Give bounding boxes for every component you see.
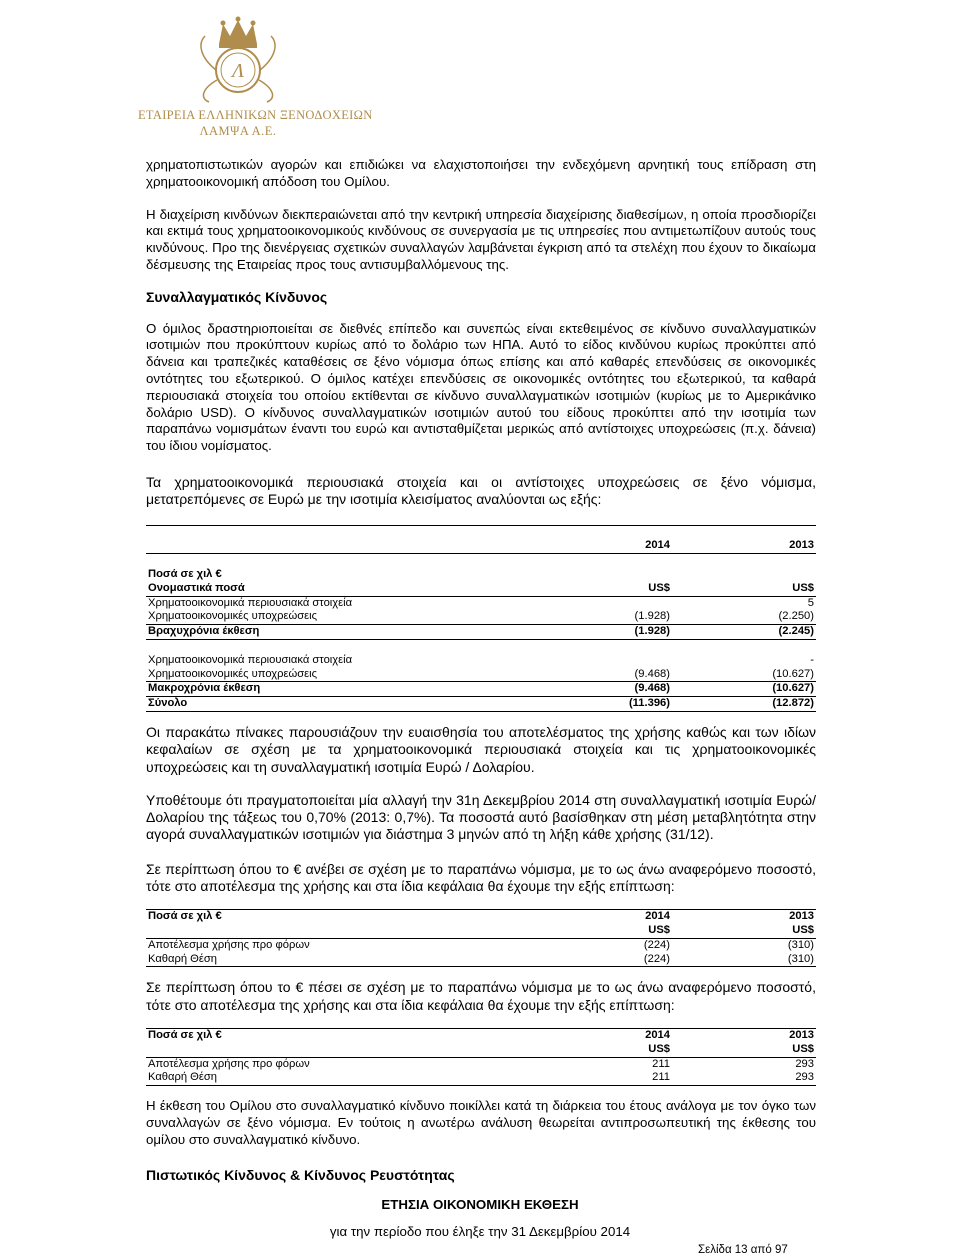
row-label: Αποτέλεσμα χρήσης προ φόρων: [148, 1057, 310, 1070]
page-content: [146, 157, 816, 1183]
paragraph-8: Σε περίπτωση όπου το € πέσει σε σχέση με το παραπάνω νόμισμα με το ως άνω αναφερόμενο ποσοστό, τότε στο αποτέλεσμα της χρήσης και στα ίδια κεφάλαια θα έχουμε την εξής επίπτωση:: [146, 979, 816, 1013]
table-row: [146, 625, 816, 640]
row-label: Βραχυχρόνια έκθεση: [146, 625, 528, 640]
row-value-2014: [528, 654, 672, 668]
currency-2013: US$: [672, 1043, 816, 1057]
row-label: Σύνολο: [146, 697, 528, 712]
brand-line-1: ΕΤΑΙΡΕΙΑ ΕΛΛΗΝΙΚΩΝ ΞΕΝΟΔΟΧΕΙΩΝ: [138, 108, 373, 122]
amounts-label: Ποσά σε χιλ €: [146, 910, 528, 924]
table-row: [146, 654, 816, 668]
table-row: [146, 938, 816, 952]
heading-credit-liquidity-risk: Πιστωτικός Κίνδυνος & Κίνδυνος Ρευστότητας: [146, 1166, 455, 1183]
row-label: Χρηματοοικονομικά περιουσιακά στοιχεία: [148, 653, 353, 666]
paragraph-7: Σε περίπτωση όπου το € ανέβει σε σχέση με το παραπάνω νόμισμα, με το ως άνω αναφερόμενο ποσοστό, τότε στο αποτέλεσμα της χρήσης και στα ίδια κεφάλαια θα έχουμε την εξής επίπτωση:: [146, 860, 816, 894]
table-header-row: [146, 539, 816, 553]
row-value-2014: (9.468): [528, 668, 672, 682]
row-value-2013: (2.250): [672, 610, 816, 624]
brand-line-2: ΛΑΜΨΑ Α.Ε.: [199, 124, 277, 138]
table-row: [146, 1071, 816, 1085]
row-value-2014: (1.928): [528, 625, 672, 640]
row-value-2014: (9.468): [528, 682, 672, 697]
row-value-2013: (2.245): [672, 625, 816, 640]
table-row: [146, 953, 816, 967]
table-row: [146, 610, 816, 624]
row-label: Χρηματοοικονομικές υποχρεώσεις: [146, 610, 528, 624]
currency-2013: US$: [672, 582, 816, 596]
table-row: [146, 1029, 816, 1043]
paragraph-3: Ο όμιλος δραστηριοποιείται σε διεθνές επίπεδο και συνεπώς είναι εκτεθειμένος σε κίνδυνο συναλλαγματικών ισοτιμιών που προκύπτουν κυρίως από το δολάριο των ΗΠΑ. Αυτό το είδος κινδύνου κυρίως προκύπτει από δάνεια και τραπεζικές καταθέσεις σε ξένο νόμισμα όπως επίσης και από καθαρές επενδύσεις σε οικονομικές οντότητες του εξωτερικού. Ο όμιλος κατέχει επενδύσεις σε οικονομικές οντότητες του εξωτερικού, τα καθαρά περιουσιακά στοιχεία του οποίου εκτίθενται σε κίνδυνο συναλλαγματικών ισοτιμιών (κυρίως με το Αμερικάνικο δολάριο USD). Ο κίνδυνος συναλλαγματικών ισοτιμιών αυτού του είδους προκύπτει από την ισοτιμία των παραπάνω νομισμάτων έναντι του ευρώ και αντισταθμίζεται μερικώς από αντίστοιχες υποχρεώσεις (π.χ. δάνεια) του ίδιου νομίσματος.: [146, 320, 816, 454]
year-2013-header: 2013: [672, 910, 816, 924]
table-row: [146, 924, 816, 938]
table-row: [146, 910, 816, 924]
paragraph-5: Οι παρακάτω πίνακες παρουσιάζουν την ευαισθησία του αποτελέσματος της χρήσης καθώς και των ιδίων κεφαλαίων σε σχέση με τα χρηματοοικονομικά περιουσιακά στοιχεία και τις χρηματοοικονομικές υποχρεώσεις και τη συναλλαγματική ισοτιμία Ευρώ / Δολαρίου.: [146, 723, 816, 775]
amounts-label: Ποσά σε χιλ €: [146, 1029, 528, 1043]
row-value-2014: 211: [652, 1057, 670, 1070]
table-row: [146, 596, 816, 610]
row-value-2014: (224): [643, 938, 670, 951]
currency-2013: US$: [672, 924, 816, 938]
row-value-2013: -: [810, 653, 814, 666]
year-2013-header: 2013: [672, 1029, 816, 1043]
row-value-2013: (310): [787, 938, 814, 951]
row-value-2014: 211: [528, 1071, 672, 1085]
row-value-2013: (10.627): [672, 682, 816, 697]
table-row: [146, 582, 816, 596]
amounts-label: Ποσά σε χιλ €: [148, 567, 222, 580]
company-logo: [138, 14, 373, 142]
row-label: Καθαρή Θέση: [146, 1071, 528, 1085]
table-row: [146, 525, 816, 539]
row-value-2014: (11.396): [528, 697, 672, 712]
crown-emblem-icon: [183, 14, 293, 106]
nominal-label: Ονομαστικά ποσά: [146, 582, 528, 596]
table-row: [146, 639, 816, 653]
table-row: [146, 682, 816, 697]
page-number: Σελίδα 13 από 97: [698, 1244, 788, 1256]
heading-fx-risk: Συναλλαγματικός Κίνδυνος: [146, 288, 328, 305]
table-row: [146, 554, 816, 568]
footer-title: ΕΤΗΣΙΑ ΟΙΚΟΝΟΜΙΚΗ ΕΚΘΕΣΗ: [381, 1197, 579, 1212]
row-label: Καθαρή Θέση: [146, 953, 528, 967]
currency-2014: US$: [528, 1043, 672, 1057]
row-value-2013: 293: [672, 1071, 816, 1085]
paragraph-9: Η έκθεση του Ομίλου στο συναλλαγματικό κίνδυνο ποικίλλει κατά τη διάρκεια του έτους ανάλογα με τον όγκο των συναλλαγών σε ξένο νόμισμα. Εν τούτοις η ανωτέρω ανάλυση θεωρείται αντιπροσωπευτική της έκθεσης του ομίλου στο συναλλαγματικό κίνδυνο.: [146, 1098, 816, 1147]
table-row: [146, 697, 816, 712]
row-value-2013: (12.872): [672, 697, 816, 712]
sensitivity-up-table: [146, 909, 816, 967]
currency-2014: US$: [528, 582, 672, 596]
row-value-2014: (1.928): [528, 610, 672, 624]
paragraph-4: Τα χρηματοοικονομικά περιουσιακά στοιχεία και οι αντίστοιχες υποχρεώσεις σε ξένο νόμισμα, μετατρεπόμενες σε Ευρώ με την ισοτιμία κλεισίματος αναλύονται ως εξής:: [146, 473, 816, 508]
sensitivity-down-table: [146, 1028, 816, 1086]
currency-2014: US$: [528, 924, 672, 938]
row-value-2014: [528, 596, 672, 610]
year-2014-header: 2014: [528, 910, 672, 924]
paragraph-1: χρηματοπιστωτικών αγορών και επιδιώκει να ελαχιστοποιήσει την ενδεχόμενη αρνητική τους επίδραση στη χρηματοοικονομική απόδοση του Ομίλου.: [146, 157, 816, 189]
paragraph-2: Η διαχείριση κινδύνων διεκπεραιώνεται από την κεντρική υπηρεσία διαχείρισης διαθεσίμων, η οποία προσδιορίζει και εκτιμά τους χρηματοοικονομικούς κινδύνους σε συνεργασία με τις υπηρεσίες που αντιμετωπίζουν αυτούς τους κινδύνους. Προ της διενέργειας σχετικών συναλλαγών λαμβάνεται έγκριση από τα στελέχη που έχουν το δικαίωμα δέσμευσης της Εταιρείας προς τους αντισυμβαλλόμενους της.: [146, 206, 816, 272]
paragraph-6: Υποθέτουμε ότι πραγματοποιείται μία αλλαγή την 31η Δεκεμβρίου 2014 στη συναλλαγματική ισοτιμία Ευρώ/Δολαρίου της τάξεως του 0,70% (2013: 0,7%). Τα ποσοστά αυτό βασίσθηκαν στη μέση μεταβλητότητα στην αγορά συναλλαγματικών ισοτιμιών για διάστημα 3 μηνών από τη λήξη κάθε χρήσης (31/12).: [146, 791, 816, 843]
year-2014-header: 2014: [528, 1029, 672, 1043]
table-row: [146, 1057, 816, 1071]
row-value-2013: (310): [672, 953, 816, 967]
year-2013-header: 2013: [672, 539, 816, 553]
row-value-2013: 293: [795, 1057, 814, 1070]
fx-exposure-table: [146, 525, 816, 712]
row-label: Χρηματοοικονομικές υποχρεώσεις: [146, 668, 528, 682]
row-value-2013: 5: [807, 596, 814, 609]
table-row: [146, 568, 816, 582]
row-value-2014: (224): [528, 953, 672, 967]
row-label: Μακροχρόνια έκθεση: [146, 682, 528, 697]
row-value-2013: (10.627): [672, 668, 816, 682]
table-row: [146, 1043, 816, 1057]
svg-text:Λ: Λ: [231, 60, 245, 82]
year-2014-header: 2014: [528, 539, 672, 553]
table-row: [146, 668, 816, 682]
row-label: Χρηματοοικονομικά περιουσιακά στοιχεία: [148, 596, 353, 609]
footer-subtitle: για την περίοδο που έληξε την 31 Δεκεμβρίου 2014: [329, 1224, 631, 1239]
row-label: Αποτέλεσμα χρήσης προ φόρων: [148, 938, 310, 951]
